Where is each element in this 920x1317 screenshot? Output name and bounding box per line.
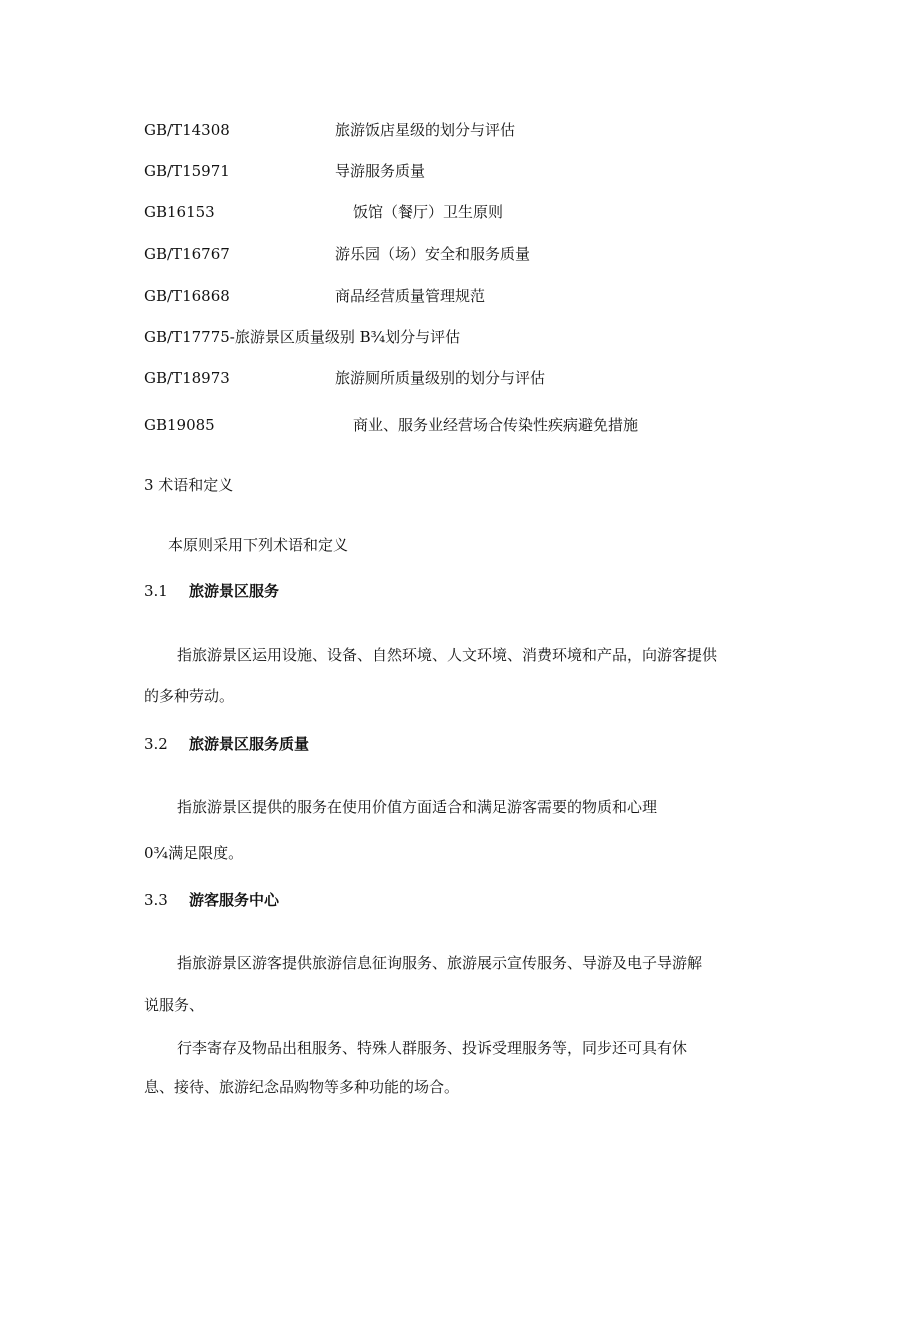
standard-title: 旅游饭店星级的划分与评估 xyxy=(335,121,516,139)
standard-code: GB16153 xyxy=(144,203,215,221)
standard-code: GB/T16767 xyxy=(144,245,230,263)
paragraph-line: 行李寄存及物品出租服务、特殊人群服务、投诉受理服务等，同步还可具有休 xyxy=(177,1039,688,1057)
paragraph-line: 息、接待、旅游纪念品购物等多种功能的场合。 xyxy=(144,1078,460,1096)
subsection-title: 旅游景区服务 xyxy=(189,582,280,600)
section-intro: 本原则采用下列术语和定义 xyxy=(168,536,349,554)
standard-code: GB/T16868 xyxy=(144,287,230,305)
standard-code: GB/T18973 xyxy=(144,369,230,387)
subsection-number: 3.3 xyxy=(144,891,168,909)
standard-title: 商品经营质量管理规范 xyxy=(335,287,486,305)
paragraph-line: 说服务、 xyxy=(144,996,205,1014)
standard-combined-line: GB/T17775-旅游景区质量级别 B¾划分与评估 xyxy=(144,328,461,346)
paragraph-line: 指旅游景区游客提供旅游信息征询服务、旅游展示宣传服务、导游及电子导游解 xyxy=(177,954,703,972)
paragraph-line: 的多种劳动。 xyxy=(144,687,235,705)
subsection-number: 3.1 xyxy=(144,582,168,600)
standard-code: GB/T14308 xyxy=(144,121,230,139)
standard-title: 游乐园（场）安全和服务质量 xyxy=(335,245,531,263)
standard-code: GB/T15971 xyxy=(144,162,230,180)
standard-title: 商业、服务业经营场合传染性疾病避免措施 xyxy=(353,416,639,434)
subsection-title: 旅游景区服务质量 xyxy=(189,735,310,753)
standard-title: 饭馆（餐厅）卫生原则 xyxy=(353,203,504,221)
paragraph-line: 指旅游景区运用设施、设备、自然环境、人文环境、消费环境和产品，向游客提供 xyxy=(177,646,718,664)
standard-code: GB19085 xyxy=(144,416,215,434)
standard-title: 导游服务质量 xyxy=(335,162,426,180)
standard-title: 旅游厕所质量级别的划分与评估 xyxy=(335,369,546,387)
paragraph-line: 0¾满足限度。 xyxy=(144,844,244,862)
section-heading: 3 术语和定义 xyxy=(144,476,234,494)
subsection-number: 3.2 xyxy=(144,735,168,753)
paragraph-line: 指旅游景区提供的服务在使用价值方面适合和满足游客需要的物质和心理 xyxy=(177,798,658,816)
subsection-title: 游客服务中心 xyxy=(189,891,280,909)
